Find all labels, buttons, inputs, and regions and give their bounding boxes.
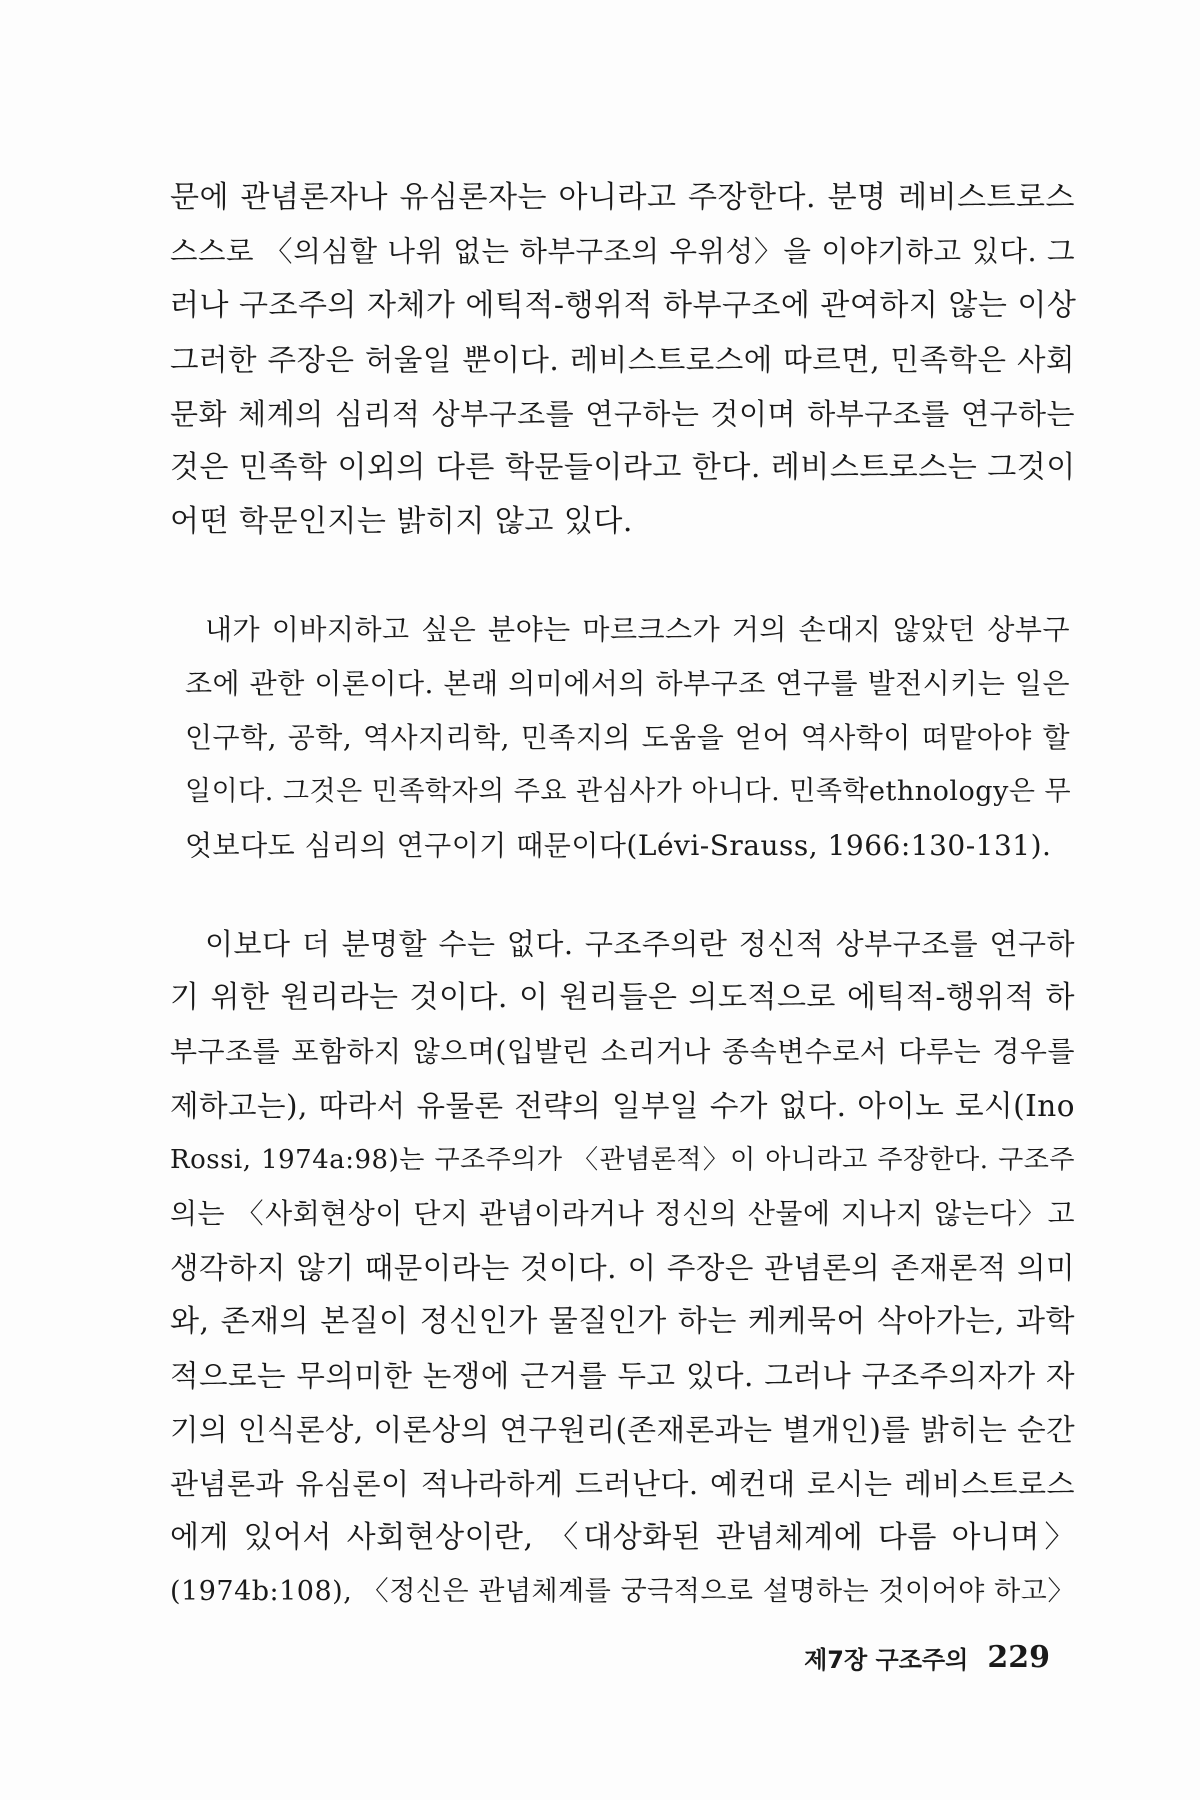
text-line: 어떤 학문인지는 밝히지 않고 있다. [170, 504, 633, 539]
text-line: 스스로 〈의심할 나위 없는 하부구조의 우위성〉을 이야기하고 있다. 그 [170, 235, 1075, 268]
text-line: 것은 민족학 이외의 다른 학문들이라고 한다. 레비스트로스는 그것이 [170, 450, 1076, 485]
text-line: 그러한 주장은 허울일 뿐이다. 레비스트로스에 따르면, 민족학은 사회 [170, 343, 1075, 377]
text-line: 이보다 더 분명할 수는 없다. 구조주의란 정신적 상부구조를 연구하 [205, 927, 1075, 961]
text-line: 제하고는), 따라서 유물론 전략의 일부일 수가 없다. 아이노 로시(Ino [170, 1089, 1075, 1123]
text-line: 문에 관념론자나 유심론자는 아니라고 주장한다. 분명 레비스트로스 [170, 180, 1075, 215]
text-line: 와, 존재의 본질이 정신인가 물질인가 하는 케케묵어 삭아가는, 과학 [170, 1304, 1075, 1339]
text-line: (1974b:108), 〈정신은 관념체계를 궁극적으로 설명하는 것이어야 하고〉 [170, 1576, 1075, 1607]
text-line: 부구조를 포함하지 않으며(입발린 소리거나 종속변수로서 다루는 경우를 [170, 1035, 1075, 1068]
text-line: 기 위한 원리라는 것이다. 이 원리들은 의도적으로 에틱적-행위적 하 [170, 980, 1075, 1015]
text-line: 생각하지 않기 때문이라는 것이다. 이 주장은 관념론의 존재론적 의미 [170, 1251, 1075, 1285]
text-line: 기의 인식론상, 이론상의 연구원리(존재론과는 별개인)를 밝히는 순간 [170, 1413, 1076, 1447]
quote-line: 내가 이바지하고 싶은 분야는 마르크스가 거의 손대지 않았던 상부구 [205, 613, 1070, 646]
quote-line: 엇보다도 심리의 연구이기 때문이다(Lévi-Srauss, 1966:130-131). [185, 829, 1052, 862]
quote-line: 조에 관한 이론이다. 본래 의미에서의 하부구조 연구를 발전시키는 일은 [185, 667, 1070, 700]
chapter-title: 제7장 구조주의 [804, 1646, 969, 1674]
text-line: 에게 있어서 사회현상이란, 〈대상화된 관념체계에 다름 아니며〉 [170, 1520, 1075, 1555]
text-line: 의는 〈사회현상이 단지 관념이라거나 정신의 산물에 지나지 않는다〉고 [170, 1197, 1075, 1230]
text-line: 관념론과 유심론이 적나라하게 드러난다. 예컨대 로시는 레비스트로스 [170, 1467, 1075, 1501]
text-line: 러나 구조주의 자체가 에틱적-행위적 하부구조에 관여하지 않는 이상 [170, 288, 1077, 323]
quote-line: 일이다. 그것은 민족학자의 주요 관심사가 아니다. 민족학ethnology은 무 [185, 776, 1072, 807]
text-line: 적으로는 무의미한 논쟁에 근거를 두고 있다. 그러나 구조주의자가 자 [170, 1359, 1075, 1393]
text-line: Rossi, 1974a:98)는 구조주의가 〈관념론적〉이 아니라고 주장한다. 구조주 [170, 1145, 1075, 1175]
quote-line: 인구학, 공학, 역사지리학, 민족지의 도움을 얻어 역사학이 떠맡아야 할 [185, 721, 1070, 754]
page-number: 229 [987, 1640, 1050, 1675]
text-line: 문화 체계의 심리적 상부구조를 연구하는 것이며 하부구조를 연구하는 [170, 397, 1075, 431]
page-footer [804, 1640, 1050, 1680]
